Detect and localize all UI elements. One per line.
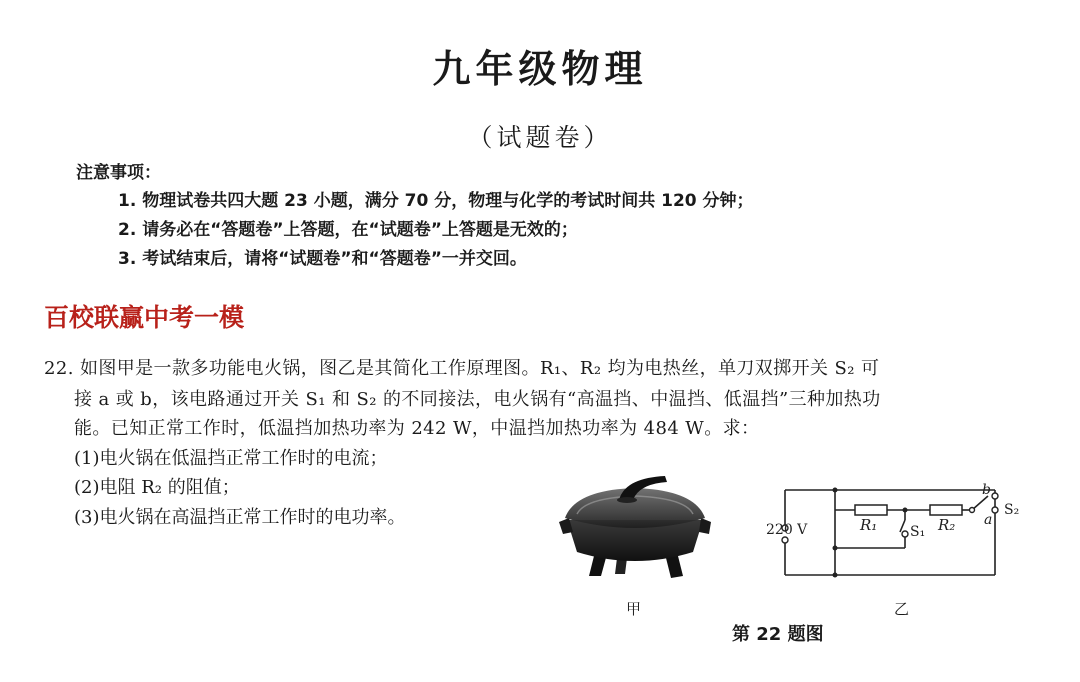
label-b: b: [982, 482, 991, 498]
question-line-2: 接 a 或 b，该电路通过开关 S₁ 和 S₂ 的不同接法，电火锅有“高温挡、中温挡、低温挡”三种加热功: [74, 389, 881, 410]
exam-banner: 百校联赢中考一模: [44, 303, 245, 332]
figure-caption-left: 甲: [626, 600, 642, 618]
label-r2: R₂: [938, 516, 956, 534]
notice-item-3: 3. 考试结束后，请将“试题卷”和“答题卷”一并交回。: [118, 249, 527, 269]
sub-question-1: (1)电火锅在低温挡正常工作时的电流；: [74, 448, 388, 469]
figure-caption: 第 22 题图: [732, 624, 824, 645]
label-voltage: 220 V: [766, 522, 808, 538]
terminal-s1: [902, 531, 908, 537]
resistor-r2: [930, 505, 962, 515]
hot-pot-image: [555, 470, 715, 585]
label-s2: S₂: [1004, 502, 1020, 518]
notice-label: 注意事项：: [76, 163, 161, 183]
label-s1: S₁: [910, 524, 926, 540]
junction-mid: [903, 508, 908, 513]
circuit-diagram: [760, 470, 1040, 585]
junction-top: [833, 488, 838, 493]
junction-return: [833, 546, 838, 551]
terminal-b: [992, 493, 998, 499]
junction-bottom: [833, 573, 838, 578]
figure-caption-right: 乙: [894, 600, 910, 618]
resistor-r1: [855, 505, 887, 515]
label-a: a: [984, 512, 993, 528]
question-line-3: 能。已知正常工作时，低温挡加热功率为 242 W，中温挡加热功率为 484 W。求：: [74, 418, 760, 439]
notice-item-1: 1. 物理试卷共四大题 23 小题，满分 70 分，物理与化学的考试时间共 120 分钟；: [118, 191, 754, 211]
switch-s1-blade: [900, 520, 905, 532]
page-title: 九年级物理: [432, 47, 648, 91]
sub-question-3: (3)电火锅在高温挡正常工作时的电功率。: [74, 507, 406, 528]
label-r1: R₁: [860, 516, 878, 534]
sub-question-2: (2)电阻 R₂ 的阻值；: [74, 477, 240, 498]
terminal-s2-pivot: [970, 508, 975, 513]
terminal-a: [992, 507, 998, 513]
question-line-1: 22. 如图甲是一款多功能电火锅，图乙是其简化工作原理图。R₁、R₂ 均为电热丝，单刀双掷开关 S₂ 可: [44, 358, 880, 379]
page-subtitle: （试题卷）: [467, 123, 613, 152]
notice-item-2: 2. 请务必在“答题卷”上答题，在“试题卷”上答题是无效的；: [118, 220, 578, 240]
